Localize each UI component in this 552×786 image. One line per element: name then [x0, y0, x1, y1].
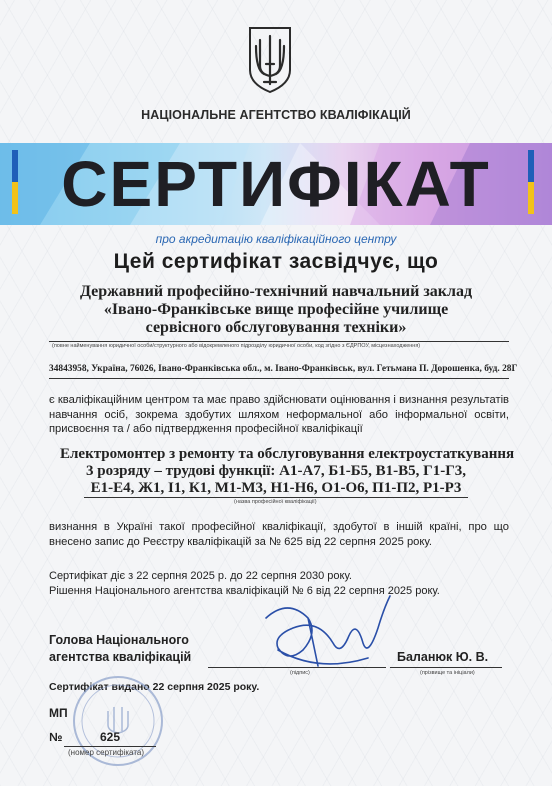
recognition-paragraph: визнання в Україні такої професійної кваліфікації, здобутої в іншій країні, про що внесено запис до Реєстру кваліфікацій за № 625 від 22 серпня 2025 року.	[49, 521, 509, 548]
certificate-title: СЕРТИФІКАТ	[61, 148, 491, 220]
number-caption: (номер сертифіката)	[68, 748, 145, 757]
subtitle: про акредитацію кваліфікаційного центру	[155, 232, 397, 246]
institution-line: сервісного обслуговування техніки»	[145, 319, 407, 336]
handwritten-signature	[248, 588, 398, 678]
title-banner	[0, 143, 552, 225]
signatory-title-line: агентства кваліфікацій	[49, 650, 192, 664]
mp-label: МП	[49, 706, 68, 720]
signatory-title-line: Голова Національного	[49, 633, 189, 647]
address-underline	[49, 378, 509, 379]
certificate-number: 625	[100, 730, 121, 744]
signatory-name: Баланюк Ю. В.	[397, 650, 489, 664]
institution-name	[50, 283, 502, 337]
qualification-line: Е1-Е4, Ж1, І1, К1, М1-М3, Н1-Н6, О1-О6, П1-П2, Р1-Р3	[90, 480, 462, 496]
qualification-underline	[84, 497, 468, 498]
trident-coat-of-arms-icon	[246, 26, 294, 94]
number-label: №	[49, 730, 63, 744]
flag-stripe-right-blue	[528, 150, 534, 182]
accreditation-paragraph: є кваліфікаційним центром та має право здійснювати оцінювання і визнання результатів навчання осіб, зокрема здобутих шляхом неформальної або інформальної освіти, присвоєння та / або підтвердження професійної кваліфікації	[49, 394, 509, 435]
flag-stripe-left-blue	[12, 150, 18, 182]
validity-text: Сертифікат діє з 22 серпня 2025 р. до 22 серпня 2030 року.	[49, 570, 352, 582]
name-caption: (прізвище та ініціали)	[420, 670, 475, 676]
institution-line: «Івано-Франківське вище професійне училище	[103, 301, 449, 318]
flag-stripe-left-yellow	[12, 182, 18, 214]
name-underline	[390, 667, 502, 668]
qualification-caption: (назва професійної кваліфікації)	[234, 499, 317, 505]
qualification-line: Електромонтер з ремонту та обслуговування електроустаткування	[60, 446, 515, 462]
institution-address: 34843958, Україна, 76026, Івано-Франківська обл., м. Івано-Франківськ, вул. Гетьмана П. Дорошенка, буд. 28Г	[49, 364, 518, 374]
certifies-heading: Цей сертифікат засвідчує, що	[113, 250, 439, 273]
institution-caption: (повне найменування юридичної особи/структурного або відокремленого підрозділу юридичної особи, код згідно з ЄДРПОУ, місцезнаходження)	[52, 343, 421, 349]
signature-caption: (підпис)	[290, 670, 310, 676]
institution-line: Державний професійно-технічний навчальний заклад	[79, 283, 473, 300]
institution-underline	[49, 341, 509, 342]
issued-date: Сертифікат видано 22 серпня 2025 року.	[49, 681, 260, 693]
qualification-name	[60, 446, 515, 497]
signatory-title	[49, 632, 191, 666]
flag-stripe-right-yellow	[528, 182, 534, 214]
qualification-line: 3 розряду – трудові функції: А1-А7, Б1-Б5, В1-В5, Г1-Г3,	[86, 463, 466, 479]
decision-text: Рішення Національного агентства кваліфікацій № 6 від 22 серпня 2025 року.	[49, 585, 440, 597]
number-underline	[64, 746, 156, 747]
agency-name: НАЦІОНАЛЬНЕ АГЕНТСТВО КВАЛІФІКАЦІЙ	[141, 108, 411, 122]
